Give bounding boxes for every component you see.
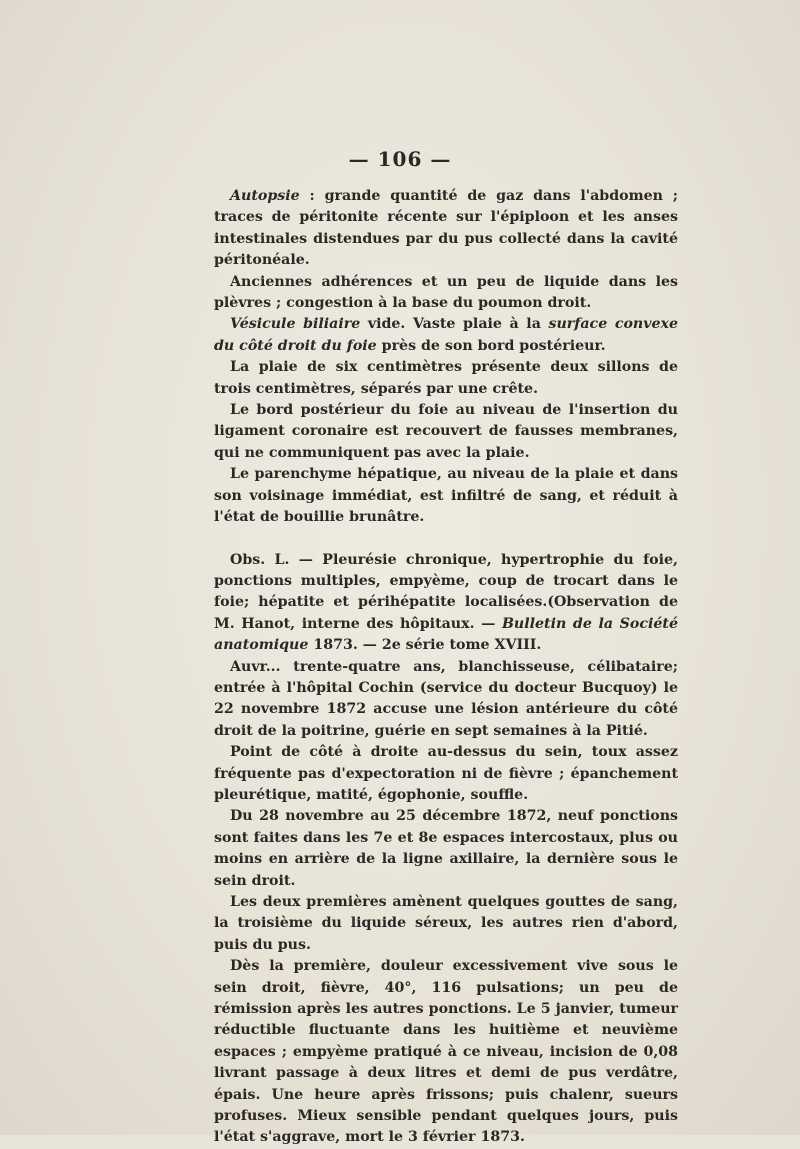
paragraph: Du 28 novembre au 25 décembre 1872, neuf ponctions sont faites dans les 7e et 8e espaces intercostaux, plus ou moins en arrière de la ligne axillaire, la dernière sous le sein droit.	[214, 808, 678, 889]
paragraph-vesicule: Vésicule biliaire vide. Vaste plaie à la surface convexe du côté droit du foie près de son bord postérieur.	[214, 316, 678, 354]
italic-term: surface convexe du côté droit du foie	[214, 316, 678, 354]
paragraph: Les deux premières amènent quelques gouttes de sang, la troisième du liquide séreux, les autres rien d'abord, puis du pus.	[214, 894, 678, 953]
paragraph-autopsie: Autopsie : grande quantité de gaz dans l'abdomen ; traces de péritonite récente sur l'épiploon et les anses intestinales distendues par du pus collecté dans la cavité péritonéale.	[214, 188, 678, 269]
page-number: — 106 —	[348, 147, 452, 171]
paragraph: Le parenchyme hépatique, au niveau de la plaie et dans son voisinage immédiat, est infiltré de sang, et réduit à l'état de bouillie brunâtre.	[214, 466, 678, 526]
paragraph-observation-heading: Obs. L. — Pleurésie chronique, hypertrophie du foie, ponctions multiples, empyème, coup de trocart dans le foie; hépatite et périhépatite localisées.(Observation de M. Hanot, interne des hôpitaux. — Bulletin de la Société anatomique 1873. — 2e série tome XVIII.	[214, 551, 679, 654]
italic-citation: Bulletin de la Société anatomique	[214, 615, 679, 654]
paragraph: Dès la première, douleur excessivement vive sous le sein droit, fièvre, 40°, 116 pulsations; un peu de rémission après les autres ponctions. Le 5 janvier, tumeur réductible fluctuante dans les huitième et neuvième espaces ; empyème pratiqué à ce niveau, incision de 0,08 livrant passage à deux litres et demi de pus verdâtre, épais. Une heure après frissons; puis chalenr, sueurs profuses. Mieux sensible pendant quelques jours, puis l'état s'aggrave, mort le 3 février 1873.	[214, 958, 678, 1146]
italic-heading: Autopsie	[230, 188, 300, 204]
paragraph: Le bord postérieur du foie au niveau de l'insertion du ligament coronaire est recouvert de fausses membranes, qui ne communiquent pas avec la plaie.	[214, 402, 678, 461]
paragraph: Auvr... trente-quatre ans, blanchisseuse, célibataire; entrée à l'hôpital Cochin (service du docteur Bucquoy) le 22 novembre 1872 accuse une lésion antérieure du côté droit de la poitrine, guérie en sept semaines à la Pitié.	[214, 658, 678, 739]
body-text	[214, 186, 678, 1149]
paragraph: Point de côté à droite au-dessus du sein, toux assez fréquente pas d'expectoration ni de fièvre ; épanchement pleurétique, matité, égophonie, souffle.	[214, 744, 678, 803]
paragraph: Anciennes adhérences et un peu de liquide dans les plèvres ; congestion à la base du poumon droit.	[214, 273, 678, 312]
paragraph: La plaie de six centimètres présente deux sillons de trois centimètres, séparés par une crête.	[214, 359, 678, 397]
italic-term: Vésicule biliaire	[230, 316, 361, 333]
